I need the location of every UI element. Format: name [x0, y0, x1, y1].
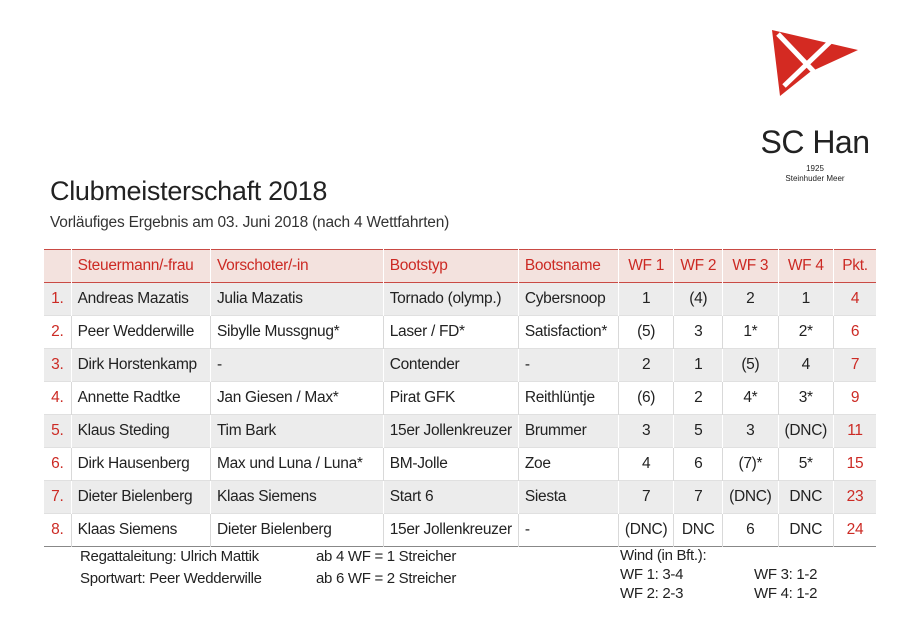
cell-rank: 2.: [44, 316, 71, 349]
cell-race-4: 1: [778, 283, 833, 316]
table-row: [44, 349, 876, 382]
cell-boat-name: -: [518, 349, 618, 382]
sport-warden: Sportwart: Peer Wedderwille: [80, 570, 262, 587]
cell-race-1: 2: [618, 349, 673, 382]
cell-skipper: Dieter Bielenberg: [71, 481, 210, 514]
header-skipper: Steuermann/-frau: [71, 250, 210, 283]
header-boat-name: Bootsname: [518, 250, 618, 283]
cell-boat-name: -: [518, 514, 618, 547]
cell-race-3: 3: [723, 415, 778, 448]
cell-points: 6: [833, 316, 876, 349]
cell-race-2: DNC: [674, 514, 723, 547]
wind-race-4: WF 4: 1-2: [754, 585, 818, 602]
cell-points: 4: [833, 283, 876, 316]
cell-race-4: (DNC): [778, 415, 833, 448]
cell-race-3: 1*: [723, 316, 778, 349]
cell-boat-name: Satisfaction*: [518, 316, 618, 349]
cell-rank: 8.: [44, 514, 71, 547]
header-race-4: WF 4: [778, 250, 833, 283]
table-row: [44, 514, 876, 547]
wind-race-2: WF 2: 2-3: [620, 585, 684, 602]
cell-crew: Tim Bark: [210, 415, 383, 448]
club-location: Steinhuder Meer: [785, 174, 845, 183]
header-crew: Vorschoter/-in: [210, 250, 383, 283]
cell-race-2: 5: [674, 415, 723, 448]
cell-rank: 1.: [44, 283, 71, 316]
cell-boat-name: Reithlüntje: [518, 382, 618, 415]
wind-info: [620, 546, 817, 603]
header-race-2: WF 2: [674, 250, 723, 283]
wind-race-1: WF 1: 3-4: [620, 566, 684, 583]
cell-skipper: Andreas Mazatis: [71, 283, 210, 316]
header-race-3: WF 3: [723, 250, 778, 283]
header-boat-type: Bootstyp: [383, 250, 518, 283]
cell-race-1: (5): [618, 316, 673, 349]
table-row: [44, 481, 876, 514]
cell-boat-type: Laser / FD*: [383, 316, 518, 349]
cell-boat-name: Cybersnoop: [518, 283, 618, 316]
header-rank: [44, 250, 71, 283]
club-name: SC Han: [760, 124, 870, 160]
table-row: [44, 382, 876, 415]
cell-points: 15: [833, 448, 876, 481]
cell-skipper: Peer Wedderwille: [71, 316, 210, 349]
cell-boat-type: BM-Jolle: [383, 448, 518, 481]
cell-race-2: 6: [674, 448, 723, 481]
cell-rank: 7.: [44, 481, 71, 514]
cell-boat-type: Start 6: [383, 481, 518, 514]
regatta-lead: Regattaleitung: Ulrich Mattik: [80, 548, 259, 565]
cell-race-3: 2: [723, 283, 778, 316]
cell-race-3: 4*: [723, 382, 778, 415]
cell-points: 9: [833, 382, 876, 415]
cell-crew: Klaas Siemens: [210, 481, 383, 514]
discard-rules: [316, 546, 456, 590]
cell-race-4: 2*: [778, 316, 833, 349]
wind-title: Wind (in Bft.):: [620, 547, 707, 564]
table-row: [44, 415, 876, 448]
cell-boat-name: Brummer: [518, 415, 618, 448]
cell-race-4: DNC: [778, 514, 833, 547]
cell-boat-name: Siesta: [518, 481, 618, 514]
cell-skipper: Dirk Horstenkamp: [71, 349, 210, 382]
cell-race-3: (5): [723, 349, 778, 382]
cell-race-2: 3: [674, 316, 723, 349]
table-row: [44, 283, 876, 316]
cell-crew: Dieter Bielenberg: [210, 514, 383, 547]
table-header-row: [44, 250, 876, 283]
cell-points: 23: [833, 481, 876, 514]
cell-race-4: DNC: [778, 481, 833, 514]
discard-rule-2: ab 6 WF = 2 Streicher: [316, 570, 457, 587]
cell-boat-type: Tornado (olymp.): [383, 283, 518, 316]
discard-rule-1: ab 4 WF = 1 Streicher: [316, 548, 457, 565]
club-founding-year: 1925: [806, 164, 824, 173]
page-subtitle: Vorläufiges Ergebnis am 03. Juni 2018 (nach 4 Wettfahrten): [50, 214, 450, 231]
cell-skipper: Klaas Siemens: [71, 514, 210, 547]
header-race-1: WF 1: [618, 250, 673, 283]
cell-rank: 6.: [44, 448, 71, 481]
cell-race-1: 7: [618, 481, 673, 514]
cell-points: 7: [833, 349, 876, 382]
cell-race-3: (DNC): [723, 481, 778, 514]
wind-race-3: WF 3: 1-2: [754, 566, 818, 583]
cell-race-4: 3*: [778, 382, 833, 415]
cell-boat-type: Contender: [383, 349, 518, 382]
cell-race-1: 3: [618, 415, 673, 448]
cell-race-4: 4: [778, 349, 833, 382]
cell-race-1: 1: [618, 283, 673, 316]
cell-rank: 3.: [44, 349, 71, 382]
cell-boat-type: 15er Jollenkreuzer: [383, 415, 518, 448]
table-row: [44, 316, 876, 349]
cell-boat-type: 15er Jollenkreuzer: [383, 514, 518, 547]
cell-points: 11: [833, 415, 876, 448]
club-flag-icon: [770, 28, 860, 98]
cell-race-2: 1: [674, 349, 723, 382]
cell-race-1: 4: [618, 448, 673, 481]
cell-race-2: 7: [674, 481, 723, 514]
cell-crew: -: [210, 349, 383, 382]
cell-points: 24: [833, 514, 876, 547]
cell-skipper: Klaus Steding: [71, 415, 210, 448]
cell-crew: Julia Mazatis: [210, 283, 383, 316]
cell-rank: 4.: [44, 382, 71, 415]
cell-skipper: Dirk Hausenberg: [71, 448, 210, 481]
header-points: Pkt.: [833, 250, 876, 283]
cell-race-1: (6): [618, 382, 673, 415]
cell-rank: 5.: [44, 415, 71, 448]
cell-crew: Sibylle Mussgnug*: [210, 316, 383, 349]
cell-skipper: Annette Radtke: [71, 382, 210, 415]
table-row: [44, 448, 876, 481]
cell-race-2: 2: [674, 382, 723, 415]
cell-race-4: 5*: [778, 448, 833, 481]
cell-race-3: (7)*: [723, 448, 778, 481]
cell-crew: Jan Giesen / Max*: [210, 382, 383, 415]
cell-crew: Max und Luna / Luna*: [210, 448, 383, 481]
cell-race-2: (4): [674, 283, 723, 316]
cell-race-1: (DNC): [618, 514, 673, 547]
officials: [80, 546, 262, 590]
cell-race-3: 6: [723, 514, 778, 547]
results-table: [44, 249, 876, 547]
page-title: Clubmeisterschaft 2018: [50, 176, 328, 206]
cell-boat-name: Zoe: [518, 448, 618, 481]
cell-boat-type: Pirat GFK: [383, 382, 518, 415]
